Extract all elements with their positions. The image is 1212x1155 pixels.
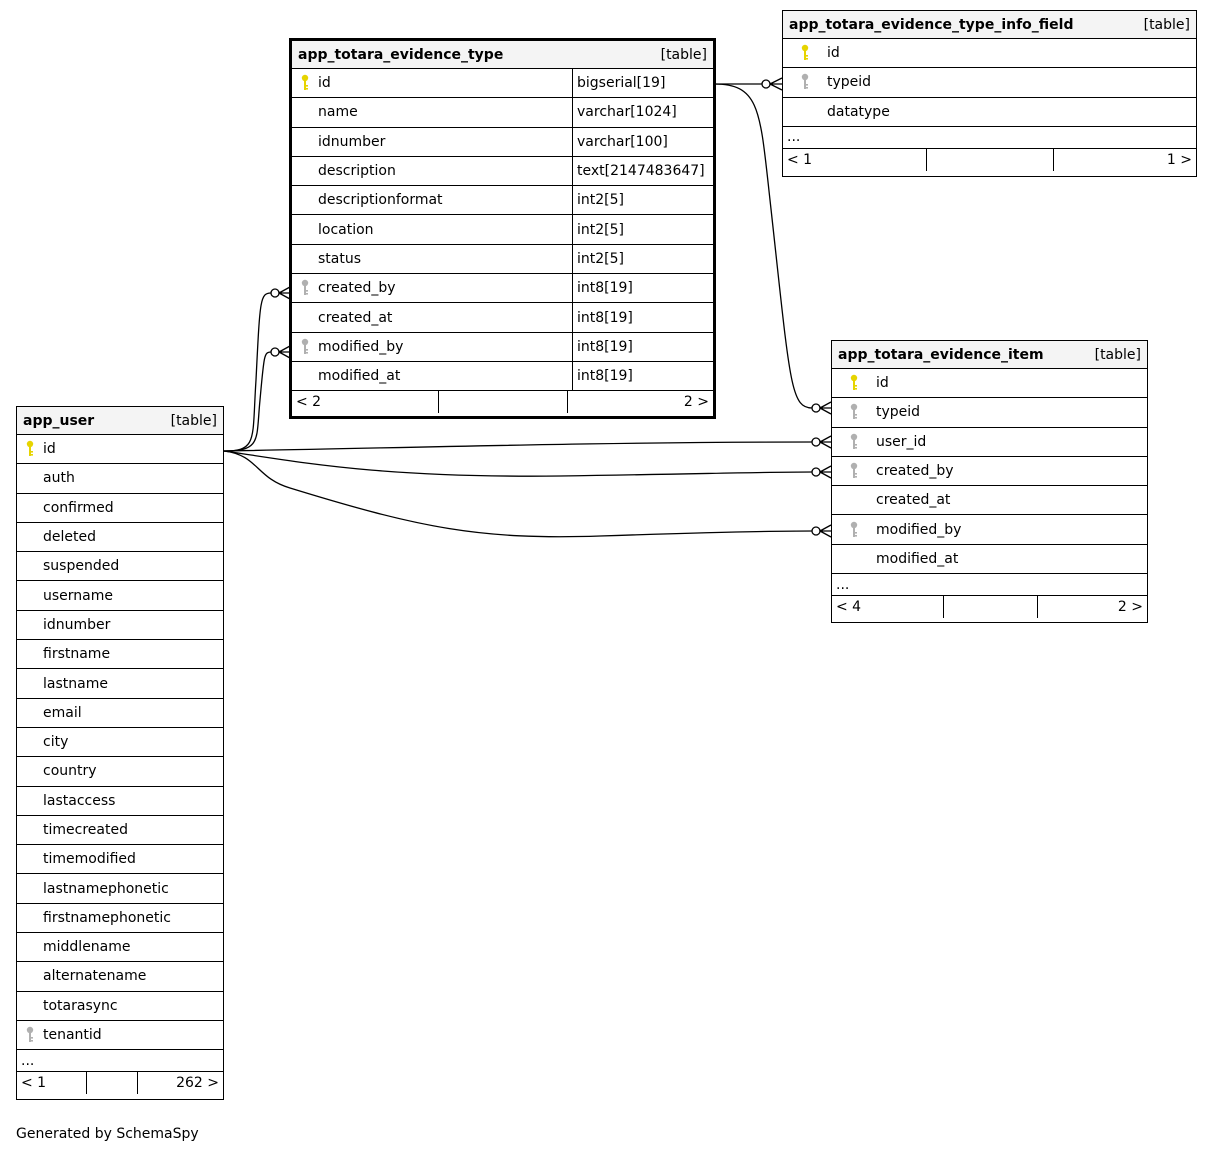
key-slot <box>783 73 827 91</box>
table-footer <box>832 596 1147 618</box>
column-name: deleted <box>43 529 96 546</box>
column-row[interactable] <box>832 515 1147 544</box>
column-type: varchar[100] <box>572 128 713 156</box>
column-row[interactable] <box>17 874 223 903</box>
column-name: modified_at <box>876 550 959 567</box>
foreign-key-icon <box>25 1026 35 1044</box>
column-type: int2[5] <box>572 215 713 243</box>
column-type: text[2147483647] <box>572 157 713 185</box>
column-row[interactable] <box>17 552 223 581</box>
column-row[interactable] <box>783 98 1196 127</box>
column-name: user_id <box>876 433 927 450</box>
column-row[interactable] <box>17 523 223 552</box>
column-row[interactable] <box>292 333 713 362</box>
column-row[interactable] <box>17 494 223 523</box>
column-row[interactable] <box>292 186 713 215</box>
edge-type-to-info-field-marker <box>762 80 770 88</box>
column-row[interactable] <box>17 816 223 845</box>
edge-user-to-item-created-by-marker <box>812 468 820 476</box>
column-row[interactable] <box>17 1021 223 1050</box>
edge-type-to-item-marker <box>812 404 820 412</box>
column-name: timecreated <box>43 822 128 838</box>
column-row[interactable] <box>17 464 223 493</box>
foreign-key-icon <box>300 338 310 356</box>
foreign-key-icon <box>849 521 859 539</box>
column-type: int2[5] <box>572 245 713 273</box>
column-name: created_at <box>876 492 951 509</box>
column-name: email <box>43 704 82 721</box>
column-row[interactable] <box>832 398 1147 427</box>
column-row[interactable] <box>292 362 713 391</box>
column-row[interactable] <box>17 581 223 610</box>
edge-user-to-type-modified-by <box>224 352 271 451</box>
column-type: bigserial[19] <box>572 69 713 97</box>
edge-user-to-item-user-id-marker <box>812 438 820 446</box>
column-name: firstnamephonetic <box>43 909 171 926</box>
column-name: modified_by <box>876 521 962 538</box>
primary-key-icon <box>25 440 35 458</box>
key-slot <box>832 521 876 539</box>
column-name: idnumber <box>318 133 386 150</box>
column-name: city <box>43 734 69 751</box>
column-list <box>292 69 713 391</box>
column-type: int8[19] <box>572 333 713 361</box>
column-type: int2[5] <box>572 186 713 214</box>
footer-middle <box>927 149 1054 171</box>
column-name: timemodified <box>43 851 136 868</box>
table-name: app_totara_evidence_type_info_field <box>789 16 1074 33</box>
column-row[interactable] <box>292 303 713 332</box>
table-info-field[interactable] <box>782 10 1197 177</box>
column-type: int8[19] <box>572 303 713 331</box>
column-row[interactable] <box>17 728 223 757</box>
column-row[interactable] <box>17 962 223 991</box>
column-name: datatype <box>827 103 890 120</box>
table-header <box>783 11 1196 39</box>
column-row[interactable] <box>292 69 713 98</box>
column-row[interactable] <box>17 435 223 464</box>
edge-user-to-type-created-by-marker <box>271 289 279 297</box>
key-slot <box>292 279 318 297</box>
column-name: auth <box>43 470 75 487</box>
key-slot <box>832 374 876 392</box>
footer-parents: < 2 <box>292 391 439 413</box>
table-tag: [table] <box>1094 346 1141 363</box>
column-name: created_by <box>876 463 954 480</box>
edge-user-to-item-modified-by-marker <box>812 527 820 535</box>
column-type: varchar[1024] <box>572 98 713 126</box>
column-name: typeid <box>827 74 872 91</box>
column-name: status <box>318 250 362 267</box>
edge-user-to-type-modified-by-marker <box>271 348 279 356</box>
column-row[interactable] <box>17 992 223 1021</box>
key-slot <box>832 433 876 451</box>
column-type: int8[19] <box>572 362 713 390</box>
column-row[interactable] <box>832 486 1147 515</box>
column-name: totarasync <box>43 997 118 1014</box>
column-row[interactable] <box>292 128 713 157</box>
table-tag: [table] <box>660 46 707 63</box>
column-row[interactable] <box>292 98 713 127</box>
footer-parents: < 4 <box>832 596 944 618</box>
generated-by-note: Generated by SchemaSpy <box>16 1126 199 1142</box>
column-name: username <box>43 587 113 604</box>
more-columns: ... <box>783 127 1196 149</box>
column-list <box>783 39 1196 127</box>
footer-children: 262 > <box>176 1075 219 1092</box>
column-list <box>17 435 223 1050</box>
column-name: idnumber <box>43 616 111 633</box>
footer-children: 2 > <box>683 394 709 411</box>
column-name: confirmed <box>43 499 114 516</box>
table-app-user[interactable] <box>16 406 224 1100</box>
foreign-key-icon <box>800 73 810 91</box>
footer-parents: < 1 <box>17 1072 87 1094</box>
table-footer <box>17 1072 223 1094</box>
table-header <box>292 41 713 69</box>
footer-middle <box>944 596 1038 618</box>
footer-middle <box>439 391 568 413</box>
primary-key-icon <box>300 74 310 92</box>
column-row[interactable] <box>292 274 713 303</box>
column-name: suspended <box>43 558 120 575</box>
table-footer <box>292 391 713 413</box>
table-evidence-type[interactable] <box>289 38 716 419</box>
column-name: description <box>318 163 396 180</box>
table-footer <box>783 149 1196 171</box>
column-row[interactable] <box>17 669 223 698</box>
foreign-key-icon <box>849 433 859 451</box>
key-slot <box>292 74 318 92</box>
column-name: id <box>876 375 889 392</box>
primary-key-icon <box>800 44 810 62</box>
column-name: middlename <box>43 939 131 956</box>
table-name: app_totara_evidence_item <box>838 346 1044 363</box>
table-tag: [table] <box>1143 16 1190 33</box>
column-row[interactable] <box>292 245 713 274</box>
key-slot <box>292 338 318 356</box>
column-row[interactable] <box>783 68 1196 97</box>
column-name: lastnamephonetic <box>43 880 169 897</box>
primary-key-icon <box>849 374 859 392</box>
footer-parents: < 1 <box>783 149 927 171</box>
column-name: lastaccess <box>43 792 116 809</box>
column-list <box>832 369 1147 574</box>
column-row[interactable] <box>292 157 713 186</box>
column-row[interactable] <box>292 215 713 244</box>
column-name: created_at <box>318 309 393 326</box>
edge-user-to-item-user-id <box>224 442 812 451</box>
table-name: app_totara_evidence_type <box>298 46 504 63</box>
column-row[interactable] <box>17 787 223 816</box>
table-tag: [table] <box>170 412 217 429</box>
column-name: tenantid <box>43 1027 102 1044</box>
edge-user-to-item-created-by <box>224 451 812 476</box>
column-name: lastname <box>43 675 108 692</box>
edge-user-to-type-created-by <box>224 293 271 451</box>
footer-children: 2 > <box>1117 599 1143 616</box>
column-row[interactable] <box>17 699 223 728</box>
column-row[interactable] <box>17 845 223 874</box>
key-slot <box>17 440 43 458</box>
column-name: modified_at <box>318 368 401 385</box>
footer-children: 1 > <box>1166 151 1192 168</box>
foreign-key-icon <box>300 279 310 297</box>
column-type: int8[19] <box>572 274 713 302</box>
table-evidence-item[interactable] <box>831 340 1148 623</box>
column-name: country <box>43 763 97 780</box>
column-row[interactable] <box>17 933 223 962</box>
column-row[interactable] <box>832 545 1147 574</box>
column-name: created_by <box>318 280 396 297</box>
column-name: alternatename <box>43 968 147 985</box>
column-name: id <box>318 75 331 92</box>
column-row[interactable] <box>17 640 223 669</box>
column-name: id <box>43 441 56 458</box>
column-row[interactable] <box>783 39 1196 68</box>
column-name: descriptionformat <box>318 192 443 209</box>
column-row[interactable] <box>17 904 223 933</box>
key-slot <box>783 44 827 62</box>
more-columns: ... <box>832 574 1147 596</box>
key-slot <box>832 403 876 421</box>
column-name: firstname <box>43 646 111 663</box>
column-row[interactable] <box>832 428 1147 457</box>
column-name: typeid <box>876 404 921 421</box>
column-name: id <box>827 45 840 62</box>
foreign-key-icon <box>849 462 859 480</box>
key-slot <box>17 1026 43 1044</box>
foreign-key-icon <box>849 403 859 421</box>
column-row[interactable] <box>17 757 223 786</box>
column-row[interactable] <box>17 611 223 640</box>
column-row[interactable] <box>832 457 1147 486</box>
column-name: modified_by <box>318 338 404 355</box>
table-header <box>832 341 1147 369</box>
key-slot <box>832 462 876 480</box>
column-name: location <box>318 221 374 238</box>
column-row[interactable] <box>832 369 1147 398</box>
table-header <box>17 407 223 435</box>
footer-middle <box>87 1072 138 1094</box>
more-columns: ... <box>17 1050 223 1072</box>
column-name: name <box>318 104 358 121</box>
table-name: app_user <box>23 412 95 429</box>
